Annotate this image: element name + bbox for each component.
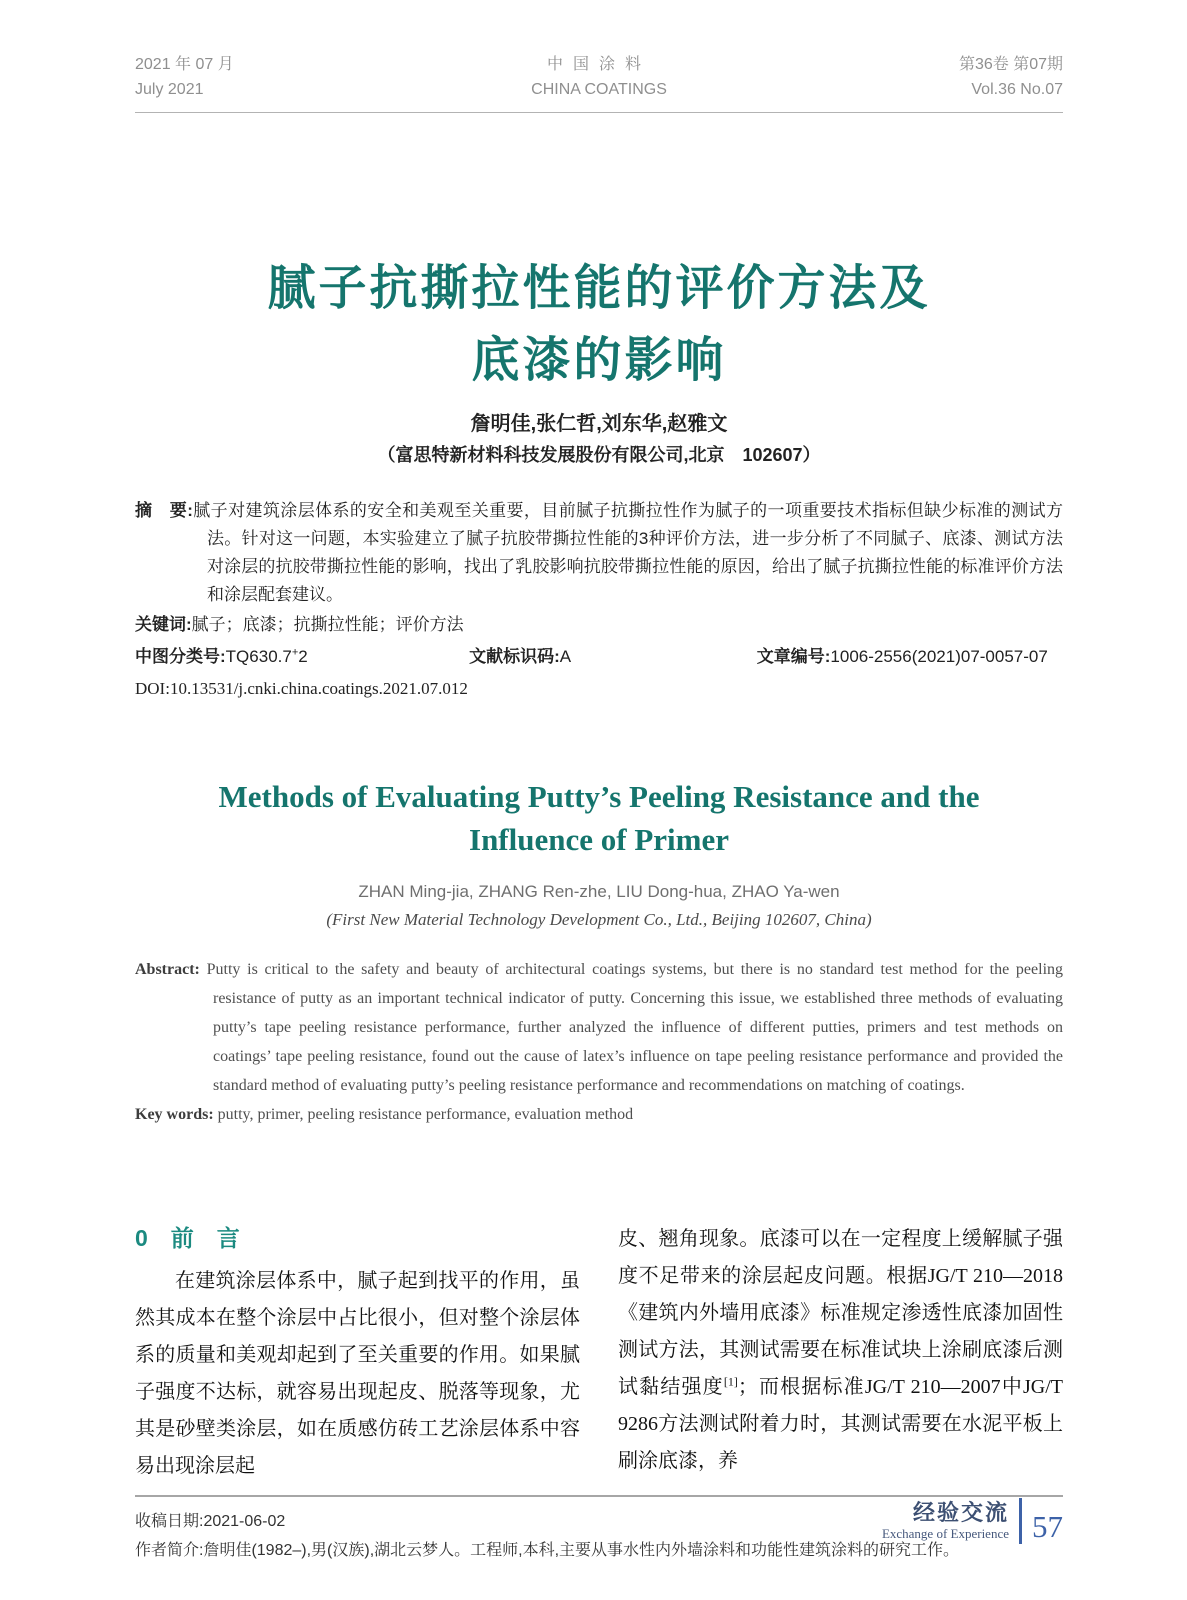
body-left-column [135,1221,580,1485]
header-issue-cn: 第36卷 第07期 [958,56,1063,73]
author-bio: 作者简介:詹明佳(1982–),男(汉族),湖北云梦人。工程师,本科,主要从事水性内外墙涂料和功能性建筑涂料的研究工作。 [135,1542,960,1559]
page-number: 57 [1032,1508,1063,1544]
keywords-cn-label: 关键词: [135,615,192,634]
clc-label: 中图分类号: [135,647,226,666]
article-title-cn [135,253,1063,397]
article-title-cn-line2: 底漆的影响 [471,334,727,387]
header-date [135,52,413,102]
keywords-en-text: putty, primer, peeling resistance performance, evaluation method [217,1106,634,1123]
journal-header [135,0,1063,113]
document-code-value: A [559,647,572,666]
column-name [882,1501,1009,1542]
abstract-en-label: Abstract: [135,961,200,978]
intro-paragraph-left: 在建筑涂层体系中，腻子起到找平的作用，虽然其成本在整个涂层中占比很小，但对整个涂层体系的质量和美观却起到了至关重要的作用。如果腻子强度不达标，就容易出现起皮、脱落等现象，尤其是砂壁类涂层，如在质感仿砖工艺涂层体系中容易出现涂层起 [135,1270,580,1477]
abstract-cn-text: 腻子对建筑涂层体系的安全和美观至关重要，目前腻子抗撕拉性作为腻子的一项重要技术指标但缺少标准的测试方法。针对这一问题，本实验建立了腻子抗胶带撕拉性能的3种评价方法，进一步分析了不同腻子、底漆、测试方法对涂层的抗胶带撕拉性能的影响，找出了乳胶影响抗胶带撕拉性能的原因，给出了腻子抗撕拉性能的标准评价方法和涂层配套建议。 [192,501,1063,604]
authors-cn: 詹明佳,张仁哲,刘东华,赵雅文 [470,413,728,435]
article-title-en [135,775,1063,861]
intro-right-text: 皮、翘角现象。底漆可以在一定程度上缓解腻子强度不足带来的涂层起皮问题。根据JG/T 210—2018《建筑内外墙用底漆》标准规定渗透性底漆加固性测试方法，其测试需要在标准试块上涂刷底漆后测试黏结强度 [618,1228,1063,1398]
column-name-en: Exchange of Experience [881,1525,1009,1541]
journal-name-cn: 中国涂料 [546,56,651,73]
clc-number [135,643,469,671]
document-code [469,643,757,671]
header-issue [785,52,1063,102]
keywords-cn [135,611,1063,639]
abstract-cn-label: 摘 要: [135,501,193,520]
citation-ref-1: [1] [723,1374,738,1389]
section-heading-introduction: 0 前 言 [135,1225,240,1251]
clc-tail: 2 [298,647,308,666]
keywords-en [135,1100,1063,1129]
intro-paragraph-right [618,1221,1063,1480]
abstract-cn [135,497,1063,609]
document-code-label: 文献标识码: [469,647,560,666]
article-id-value: 1006-2556(2021)07-0057-07 [830,647,1048,666]
article-title-en-line2: Influence of Primer [469,822,729,857]
authors-en: ZHAN Ming-jia, ZHANG Ren-zhe, LIU Dong-hua, ZHAO Ya-wen [358,882,840,901]
article-id-label: 文章编号: [756,647,831,666]
column-name-cn: 经验交流 [912,1499,1009,1525]
header-issue-en: Vol.36 No.07 [971,81,1063,98]
abstract-en [135,955,1063,1100]
affiliation-cn: （富思特新材料科技发展股份有限公司,北京 102607） [377,445,821,465]
abstract-en-text: Putty is critical to the safety and beauty of architectural coatings systems, but there is no standard test method for the peeling resistance of putty as an important technical indicator of putty. Concerning this issue, we established three methods of evaluating putty’s tape peeling resistance performance, further analyzed the influence of different putties, primers and test methods on coatings’ tape peeling resistance, found out the cause of latex’s influence on tape peeling resistance performance and provided the standard method of evaluating putty’s peeling resistance performance and recommendations on matching of coatings. [206,961,1064,1094]
classification-row [135,643,1063,671]
header-journal-name [413,52,784,102]
article-title-en-line1: Methods of Evaluating Putty’s Peeling Resistance and the [218,779,980,814]
body-right-column [618,1221,1063,1485]
header-date-cn: 2021 年 07 月 [135,56,234,73]
header-date-en: July 2021 [135,81,204,98]
intro-right-text-cont: ；而根据标准JG/T 210—2007中JG/T 9286方法测试附着力时，其测试需要在水泥平板上刷涂底漆，养 [618,1376,1063,1472]
page-marker [882,1498,1063,1544]
doi: DOI:10.13531/j.cnki.china.coatings.2021.07.012 [135,679,468,698]
affiliation-en: (First New Material Technology Development Co., Ltd., Beijing 102607, China) [326,910,872,929]
article-title-cn-line1: 腻子抗撕拉性能的评价方法及 [267,262,931,315]
keywords-cn-text: 腻子；底漆；抗撕拉性能；评价方法 [191,615,464,634]
clc-value: TQ630.7 [225,647,292,666]
journal-name-en: CHINA COATINGS [531,81,667,98]
clc-superscript: + [291,646,299,659]
article-id [757,643,1063,671]
page-marker-divider [1019,1498,1022,1544]
keywords-en-label: Key words: [135,1106,214,1123]
body-columns [135,1221,1063,1485]
received-date: 收稿日期:2021-06-02 [135,1513,286,1530]
